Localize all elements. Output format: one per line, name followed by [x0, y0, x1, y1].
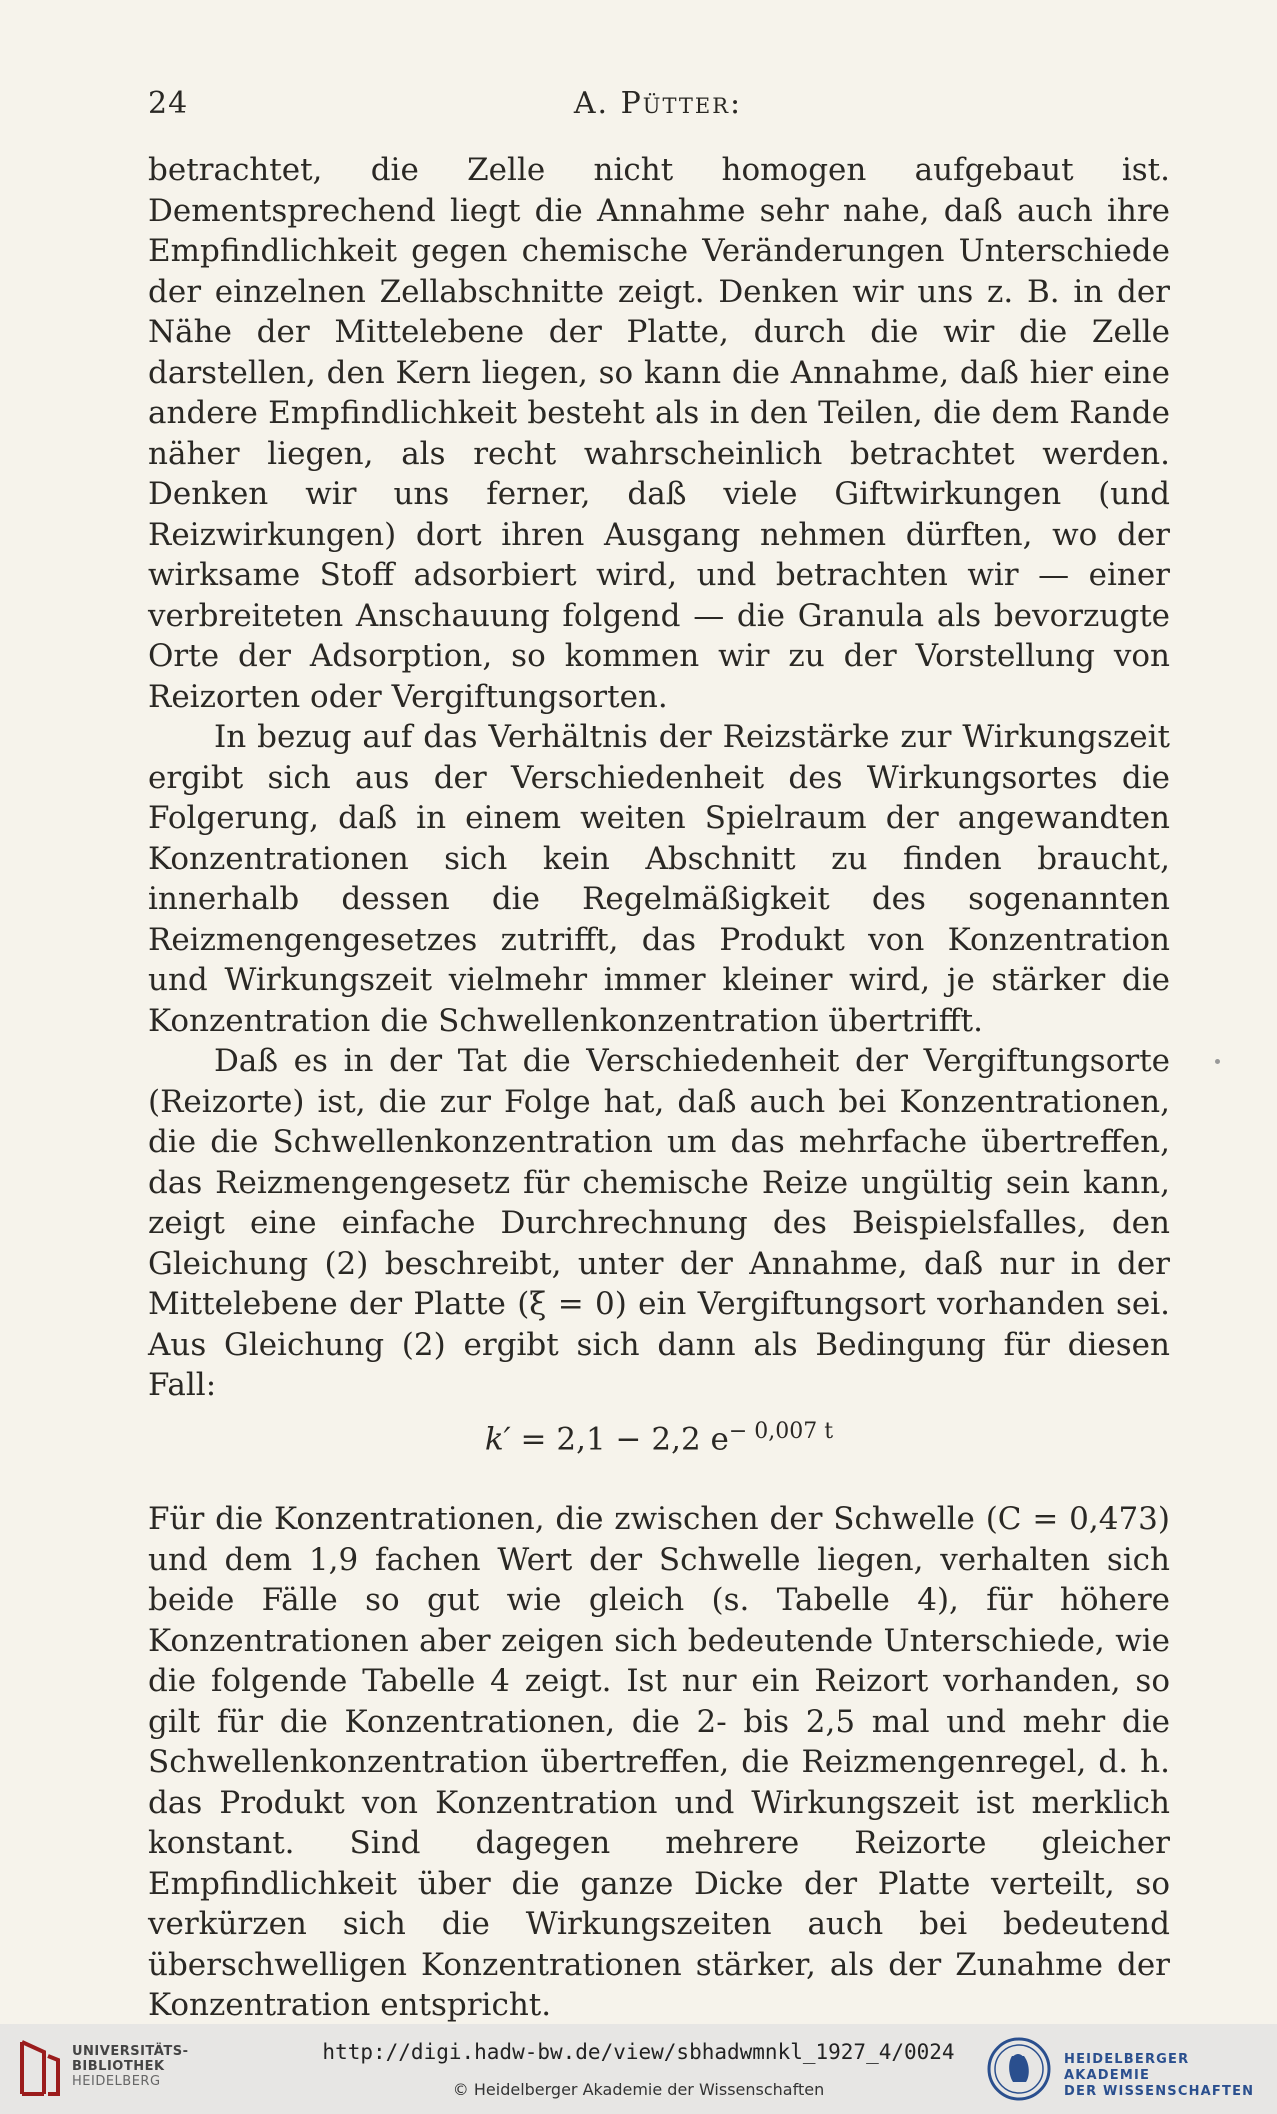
- footer-bar: [0, 2024, 1277, 2114]
- academy-seal-icon: [986, 2036, 1052, 2102]
- university-line-2: BIBLIOTHEK: [72, 2059, 165, 2074]
- paragraph-4: Für die Konzentrationen, die zwischen der Schwelle (C = 0,473) und dem 1,9 fachen Wert der Schwelle liegen, verhalten sich beide Fälle so gut wie gleich (s. Tabelle 4), für höhere Konzentrationen aber zeigen sich bedeutende Unterschiede, wie die folgende Tabelle 4 zeigt. Ist nur ein Reizort vorhanden, so gilt für die Konzentrationen, die 2- bis 2,5 mal und mehr die Schwellenkonzentration übertreffen, die Reizmengenregel, d. h. das Produkt von Konzentration und Wirkungszeit ist merklich konstant. Sind dagegen mehrere Reizorte gleicher Empfindlichkeit über die ganze Dicke der Platte verteilt, so verkürzen sich die Wirkungszeiten auch bei bedeutend überschwelligen Konzentrationen stärker, als der Zunahme der Konzentration entspricht.: [148, 1501, 1170, 2024]
- equation-lhs: k′: [484, 1420, 511, 1457]
- equation-exponent: − 0,007 t: [728, 1418, 834, 1444]
- page-number: 24: [148, 86, 189, 121]
- academy-line-1: HEIDELBERGER AKADEMIE: [1064, 2052, 1190, 2083]
- copyright-notice: © Heidelberger Akademie der Wissenschaften: [452, 2080, 825, 2099]
- academy-name: [1064, 2052, 1277, 2100]
- running-head: [148, 86, 1168, 126]
- running-head-author: A. Pütter:: [573, 86, 743, 121]
- paragraph-3: Daß es in der Tat die Verschiedenheit der Vergiftungsorte (Reizorte) ist, die zur Folge hat, daß auch bei Konzentrationen, die die Schwellenkonzentration um das mehrfache übertreffen, das Reizmengengesetz für chemische Reize ungültig sein kann, zeigt eine einfache Durchrechnung des Beispielsfalles, den Gleichung (2) beschreibt, unter der Annahme, daß nur in der Mittelebene der Platte (ξ = 0) ein Vergiftungsort vorhanden sei. Aus Gleichung (2) ergibt sich dann als Bedingung für diesen Fall:: [148, 1043, 1170, 1403]
- margin-speck: [1215, 1059, 1220, 1064]
- university-line-3: HEIDELBERG: [72, 2074, 161, 2089]
- equation: [148, 1412, 1170, 1460]
- equation-rhs: = 2,1 − 2,2 e: [510, 1420, 729, 1457]
- paragraph-2: In bezug auf das Verhältnis der Reizstärke zur Wirkungszeit ergibt sich aus der Verschiedenheit des Wirkungsortes die Folgerung, daß in einem weiten Spielraum der angewandten Konzentrationen sich kein Abschnitt zu finden braucht, innerhalb dessen die Regelmäßigkeit des sogenannten Reizmengengesetzes zutrifft, das Produkt von Konzentration und Wirkungszeit vielmehr immer kleiner wird, je stärker die Konzentration die Schwellenkonzentration übertrifft.: [148, 719, 1170, 1039]
- source-url-link[interactable]: http://digi.hadw-bw.de/view/sbhadwmnkl_1927_4/0024: [322, 2040, 955, 2064]
- academy-line-2: DER WISSENSCHAFTEN: [1064, 2084, 1255, 2099]
- university-line-1: UNIVERSITÄTS-: [72, 2044, 189, 2059]
- paragraph-1: betrachtet, die Zelle nicht homogen aufgebaut ist. Dementsprechend liegt die Annahme sehr nahe, daß auch ihre Empfindlichkeit gegen chemische Veränderungen Unterschiede der einzelnen Zellabschnitte zeigt. Denken wir uns z. B. in der Nähe der Mittelebene der Platte, durch die wir die Zelle darstellen, den Kern liegen, so kann die Annahme, daß hier eine andere Empfindlichkeit besteht als in den Teilen, die dem Rande näher liegen, als recht wahrscheinlich betrachtet werden. Denken wir uns ferner, daß viele Giftwirkungen (und Reizwirkungen) dort ihren Ausgang nehmen dürften, wo der wirksame Stoff adsorbiert wird, und betrachten wir — einer verbreiteten Anschauung folgend — die Granula als bevorzugte Orte der Adsorption, so kommen wir zu der Vorstellung von Reizorten oder Vergiftungsorten.: [148, 152, 1170, 715]
- body-text: [148, 150, 1170, 2026]
